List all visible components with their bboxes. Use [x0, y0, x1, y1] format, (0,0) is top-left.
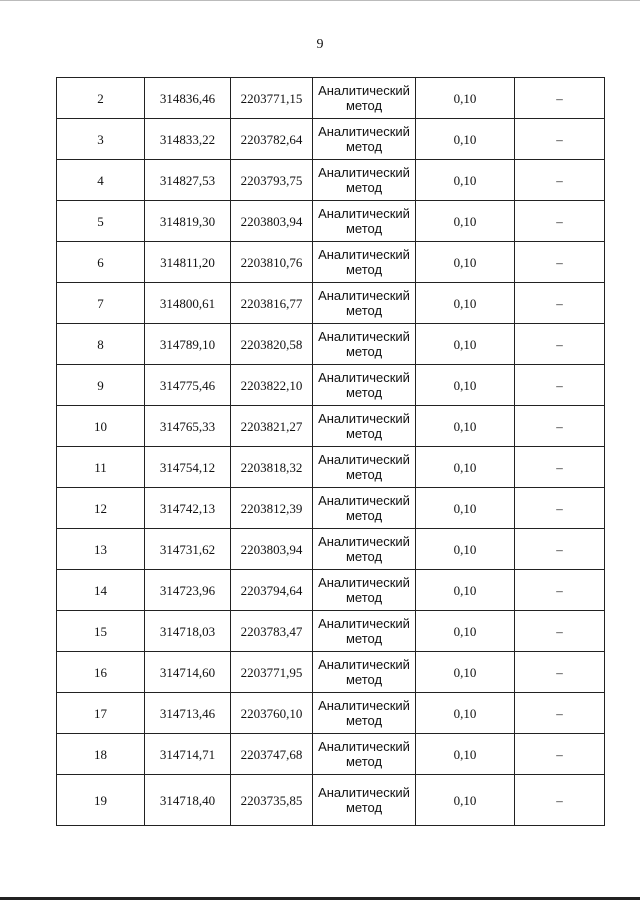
y-coordinate-cell: 2203820,58: [231, 324, 313, 365]
y-coordinate-cell: 2203783,47: [231, 611, 313, 652]
note-cell: –: [515, 119, 605, 160]
accuracy-cell: 0,10: [416, 693, 515, 734]
x-coordinate-cell: 314742,13: [145, 488, 231, 529]
method-cell: [313, 734, 416, 775]
point-number-cell: 18: [57, 734, 145, 775]
method-cell: [313, 160, 416, 201]
method-line-2: метод: [345, 221, 383, 236]
method-cell: [313, 652, 416, 693]
coordinates-table: [56, 77, 605, 826]
point-number-cell: 12: [57, 488, 145, 529]
note-cell: –: [515, 406, 605, 447]
table-row: [57, 78, 605, 119]
method-cell: [313, 611, 416, 652]
y-coordinate-cell: 2203782,64: [231, 119, 313, 160]
method-line-1: Аналитический: [318, 206, 410, 221]
x-coordinate-cell: 314819,30: [145, 201, 231, 242]
point-number-cell: 13: [57, 529, 145, 570]
page-top-edge: [0, 0, 640, 1]
y-coordinate-cell: 2203821,27: [231, 406, 313, 447]
method-line-1: Аналитический: [318, 616, 410, 631]
point-number-cell: 3: [57, 119, 145, 160]
table-row: [57, 529, 605, 570]
accuracy-cell: 0,10: [416, 160, 515, 201]
y-coordinate-cell: 2203822,10: [231, 365, 313, 406]
table-row: [57, 775, 605, 826]
method-line-1: Аналитический: [318, 698, 410, 713]
method-cell: [313, 488, 416, 529]
accuracy-cell: 0,10: [416, 775, 515, 826]
method-cell: [313, 447, 416, 488]
method-line-1: Аналитический: [318, 247, 410, 262]
accuracy-cell: 0,10: [416, 242, 515, 283]
point-number-cell: 8: [57, 324, 145, 365]
method-line-2: метод: [345, 754, 383, 769]
point-number-cell: 6: [57, 242, 145, 283]
y-coordinate-cell: 2203810,76: [231, 242, 313, 283]
x-coordinate-cell: 314836,46: [145, 78, 231, 119]
note-cell: –: [515, 693, 605, 734]
method-cell: [313, 775, 416, 826]
note-cell: –: [515, 652, 605, 693]
point-number-cell: 14: [57, 570, 145, 611]
table-row: [57, 365, 605, 406]
method-line-1: Аналитический: [318, 288, 410, 303]
page-bottom-edge: [0, 897, 640, 900]
x-coordinate-cell: 314718,03: [145, 611, 231, 652]
point-number-cell: 10: [57, 406, 145, 447]
x-coordinate-cell: 314723,96: [145, 570, 231, 611]
method-line-2: метод: [345, 98, 383, 113]
accuracy-cell: 0,10: [416, 570, 515, 611]
point-number-cell: 2: [57, 78, 145, 119]
method-cell: [313, 283, 416, 324]
table-row: [57, 652, 605, 693]
accuracy-cell: 0,10: [416, 406, 515, 447]
table-row: [57, 734, 605, 775]
y-coordinate-cell: 2203760,10: [231, 693, 313, 734]
table-row: [57, 242, 605, 283]
x-coordinate-cell: 314833,22: [145, 119, 231, 160]
method-line-2: метод: [345, 180, 383, 195]
y-coordinate-cell: 2203793,75: [231, 160, 313, 201]
method-line-2: метод: [345, 385, 383, 400]
method-line-2: метод: [345, 800, 383, 815]
method-cell: [313, 324, 416, 365]
point-number-cell: 15: [57, 611, 145, 652]
x-coordinate-cell: 314765,33: [145, 406, 231, 447]
point-number-cell: 17: [57, 693, 145, 734]
method-line-1: Аналитический: [318, 329, 410, 344]
note-cell: –: [515, 242, 605, 283]
method-line-1: Аналитический: [318, 739, 410, 754]
note-cell: –: [515, 201, 605, 242]
method-line-2: метод: [345, 426, 383, 441]
table-row: [57, 119, 605, 160]
note-cell: –: [515, 283, 605, 324]
method-line-1: Аналитический: [318, 411, 410, 426]
x-coordinate-cell: 314718,40: [145, 775, 231, 826]
method-cell: [313, 119, 416, 160]
method-line-1: Аналитический: [318, 657, 410, 672]
note-cell: –: [515, 447, 605, 488]
x-coordinate-cell: 314714,71: [145, 734, 231, 775]
method-line-2: метод: [345, 549, 383, 564]
x-coordinate-cell: 314811,20: [145, 242, 231, 283]
method-cell: [313, 242, 416, 283]
method-line-2: метод: [345, 303, 383, 318]
note-cell: –: [515, 570, 605, 611]
accuracy-cell: 0,10: [416, 365, 515, 406]
method-line-1: Аналитический: [318, 575, 410, 590]
note-cell: –: [515, 78, 605, 119]
table-row: [57, 201, 605, 242]
x-coordinate-cell: 314754,12: [145, 447, 231, 488]
x-coordinate-cell: 314775,46: [145, 365, 231, 406]
accuracy-cell: 0,10: [416, 119, 515, 160]
x-coordinate-cell: 314800,61: [145, 283, 231, 324]
table-row: [57, 570, 605, 611]
point-number-cell: 19: [57, 775, 145, 826]
note-cell: –: [515, 734, 605, 775]
method-line-2: метод: [345, 139, 383, 154]
accuracy-cell: 0,10: [416, 529, 515, 570]
method-line-1: Аналитический: [318, 452, 410, 467]
table-row: [57, 283, 605, 324]
method-line-2: метод: [345, 262, 383, 277]
x-coordinate-cell: 314827,53: [145, 160, 231, 201]
y-coordinate-cell: 2203803,94: [231, 201, 313, 242]
method-cell: [313, 693, 416, 734]
method-line-1: Аналитический: [318, 493, 410, 508]
accuracy-cell: 0,10: [416, 201, 515, 242]
note-cell: –: [515, 324, 605, 365]
method-line-2: метод: [345, 631, 383, 646]
table-row: [57, 160, 605, 201]
method-line-1: Аналитический: [318, 124, 410, 139]
method-line-1: Аналитический: [318, 165, 410, 180]
method-line-2: метод: [345, 508, 383, 523]
accuracy-cell: 0,10: [416, 447, 515, 488]
method-line-1: Аналитический: [318, 785, 410, 800]
point-number-cell: 9: [57, 365, 145, 406]
point-number-cell: 16: [57, 652, 145, 693]
table-row: [57, 611, 605, 652]
method-line-1: Аналитический: [318, 370, 410, 385]
x-coordinate-cell: 314731,62: [145, 529, 231, 570]
y-coordinate-cell: 2203747,68: [231, 734, 313, 775]
point-number-cell: 11: [57, 447, 145, 488]
table-row: [57, 406, 605, 447]
y-coordinate-cell: 2203816,77: [231, 283, 313, 324]
note-cell: –: [515, 160, 605, 201]
y-coordinate-cell: 2203818,32: [231, 447, 313, 488]
method-cell: [313, 529, 416, 570]
y-coordinate-cell: 2203794,64: [231, 570, 313, 611]
method-cell: [313, 406, 416, 447]
accuracy-cell: 0,10: [416, 611, 515, 652]
note-cell: –: [515, 488, 605, 529]
table-row: [57, 488, 605, 529]
note-cell: –: [515, 611, 605, 652]
method-line-1: Аналитический: [318, 534, 410, 549]
note-cell: –: [515, 775, 605, 826]
point-number-cell: 4: [57, 160, 145, 201]
method-line-2: метод: [345, 590, 383, 605]
method-line-2: метод: [345, 467, 383, 482]
method-line-2: метод: [345, 344, 383, 359]
accuracy-cell: 0,10: [416, 488, 515, 529]
page-number: 9: [316, 37, 324, 52]
x-coordinate-cell: 314713,46: [145, 693, 231, 734]
table-row: [57, 324, 605, 365]
x-coordinate-cell: 314714,60: [145, 652, 231, 693]
accuracy-cell: 0,10: [416, 78, 515, 119]
accuracy-cell: 0,10: [416, 652, 515, 693]
method-cell: [313, 365, 416, 406]
table-row: [57, 447, 605, 488]
method-cell: [313, 201, 416, 242]
method-line-2: метод: [345, 713, 383, 728]
y-coordinate-cell: 2203812,39: [231, 488, 313, 529]
table-body: [57, 78, 605, 826]
method-line-2: метод: [345, 672, 383, 687]
accuracy-cell: 0,10: [416, 734, 515, 775]
note-cell: –: [515, 365, 605, 406]
x-coordinate-cell: 314789,10: [145, 324, 231, 365]
y-coordinate-cell: 2203735,85: [231, 775, 313, 826]
point-number-cell: 7: [57, 283, 145, 324]
accuracy-cell: 0,10: [416, 324, 515, 365]
y-coordinate-cell: 2203771,15: [231, 78, 313, 119]
y-coordinate-cell: 2203771,95: [231, 652, 313, 693]
note-cell: –: [515, 529, 605, 570]
method-cell: [313, 78, 416, 119]
method-cell: [313, 570, 416, 611]
table-row: [57, 693, 605, 734]
accuracy-cell: 0,10: [416, 283, 515, 324]
y-coordinate-cell: 2203803,94: [231, 529, 313, 570]
point-number-cell: 5: [57, 201, 145, 242]
method-line-1: Аналитический: [318, 83, 410, 98]
